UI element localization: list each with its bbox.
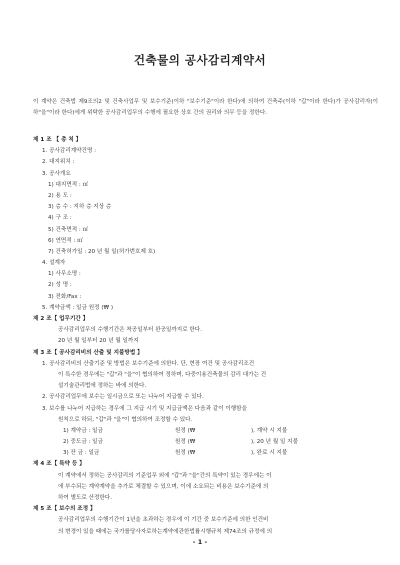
payment-row <box>33 426 383 437</box>
page-number: - 1 - <box>192 538 208 546</box>
article-2-text: 20 년 월 일부터 20 년 월 일까지 <box>58 338 139 345</box>
article-1-subitem: 3) 층 수 : 지하 층 지상 층 <box>48 204 112 211</box>
payment-amount: 원정 (₩ <box>175 450 196 457</box>
article-3-text: 3. 보수를 나누어 지급하는 경우에 그 지급 시기 및 지급금액은 다음과 같이 이행함을 <box>42 405 247 412</box>
article-1-item: 3. 공사개요 <box>42 170 71 177</box>
payment-row <box>33 448 383 459</box>
payment-amount: 원정 (₩ <box>175 439 196 446</box>
article-1-subitem: 1) 사무소명 : <box>48 271 81 278</box>
article-1-subitem: 7) 건축허가일 : 20 년 월 일(허가번호제 호) <box>48 248 156 255</box>
payment-timing: ), 완료 시 지불 <box>251 450 288 457</box>
article-1-item: 4. 설계자 <box>42 260 66 267</box>
article-2-text: 공사감리업무의 수행기간은 착공일부터 완공일까지로 한다. <box>58 327 202 334</box>
article-1-subitem: 3) 전화/Fax : <box>48 293 82 300</box>
article-4-heading: 제 4 조【 특약 등 】 <box>33 461 85 468</box>
payment-timing: ), 계약 시 지불 <box>251 427 288 434</box>
article-1-subitem: 4) 구 조 : <box>48 215 72 222</box>
article-1-subitem: 5) 건축면적 : ㎡ <box>48 226 89 233</box>
payment-label: 3) 잔 금 : 일금 <box>63 450 100 457</box>
article-5-heading: 제 5 조【 보수의 조정 】 <box>33 506 96 513</box>
article-3-heading: 제 3 조【 공사감리비의 산출 및 지불방법 】 <box>33 349 143 356</box>
article-1-subitem: 2) 용 도 : <box>48 192 72 199</box>
article-1-heading: 제 1 조 【 총 칙 】 <box>33 137 82 143</box>
article-5-text: 공사감리업무의 수행기간이 1년을 초과하는 경우에 이 기간 중 보수기준에 의한 인건비 <box>58 517 269 524</box>
article-4-text: 이 계약에서 정하는 공사감리의 기준업무 외에 "갑"과 "을"간의 특약이 있는 경우에는 이 <box>58 472 272 479</box>
payment-label: 1) 계약금 : 일금 <box>63 427 103 434</box>
article-3-text: 설기술관리법에 정하는 바에 의한다. <box>58 383 147 390</box>
article-1-subitem: 6) 연면적 : ㎡ <box>48 237 83 244</box>
article-4-text: 하여 별도로 산정한다. <box>58 495 112 501</box>
payment-timing: ), 20 년 월 일 지불 <box>251 439 298 446</box>
contract-body <box>33 135 383 538</box>
article-3-text: 이 특수한 경우에는 "갑"과 "을"이 협의하여 정하며, 다중이용건축물의 감리 대가는 건 <box>58 371 267 378</box>
article-3-text: 1. 공사감리비의 산출기준 및 방법은 보수기준에 의한다. 단, 현장 여건 및 공사감리조건 <box>42 360 255 367</box>
document-title: 건축물의 공사감리계약서 <box>133 53 267 67</box>
article-3-text: 2. 공사감리업무에 보수는 일시금으로 또는 나누어 지급할 수 있다. <box>42 394 204 401</box>
intro-paragraph: 이 계약은 건축법 제9조의2 및 건축사업무 및 보수기준(이하 "보수기준"이라 한다)에 의하여 건축주(이하 "갑"이라 한다)가 공사감리자(이하"을"이라 한다)에게 위탁한 공사감리업무의 수행에 필요한 상호 간의 권리와 의무 등을 정한다. <box>33 99 378 116</box>
article-1-item: 2. 대지위치 : <box>42 159 75 166</box>
article-5-text: 의 변경이 있을 때에는 국가를당사자로하는계약에관한법률시행규칙 제74조의 규정에 의 <box>58 528 273 535</box>
payment-amount: 원정 (₩ <box>175 427 196 434</box>
payment-row <box>33 437 383 448</box>
article-1-subitem: 1) 대지면적 : ㎡ <box>48 181 89 188</box>
payment-label: 2) 중도금 : 일금 <box>63 439 103 446</box>
article-2-heading: 제 2 조【 업무기간 】 <box>33 316 89 322</box>
article-1-subitem: 2) 성 명 : <box>48 282 72 289</box>
article-1-item: 5. 계약금액 : 일금 원정 (₩ ) <box>42 304 114 311</box>
article-4-text: 에 부수되는 계약계약을 추가로 체결할 수 있으며, 이에 소요되는 비용은 보수기준에 의 <box>58 483 269 490</box>
article-3-text: 원칙으로 하되, "갑"과 "을"이 협의하여 조정할 수 있다. <box>58 416 193 423</box>
article-1-item: 1. 공사감리계약건명 : <box>42 148 97 155</box>
